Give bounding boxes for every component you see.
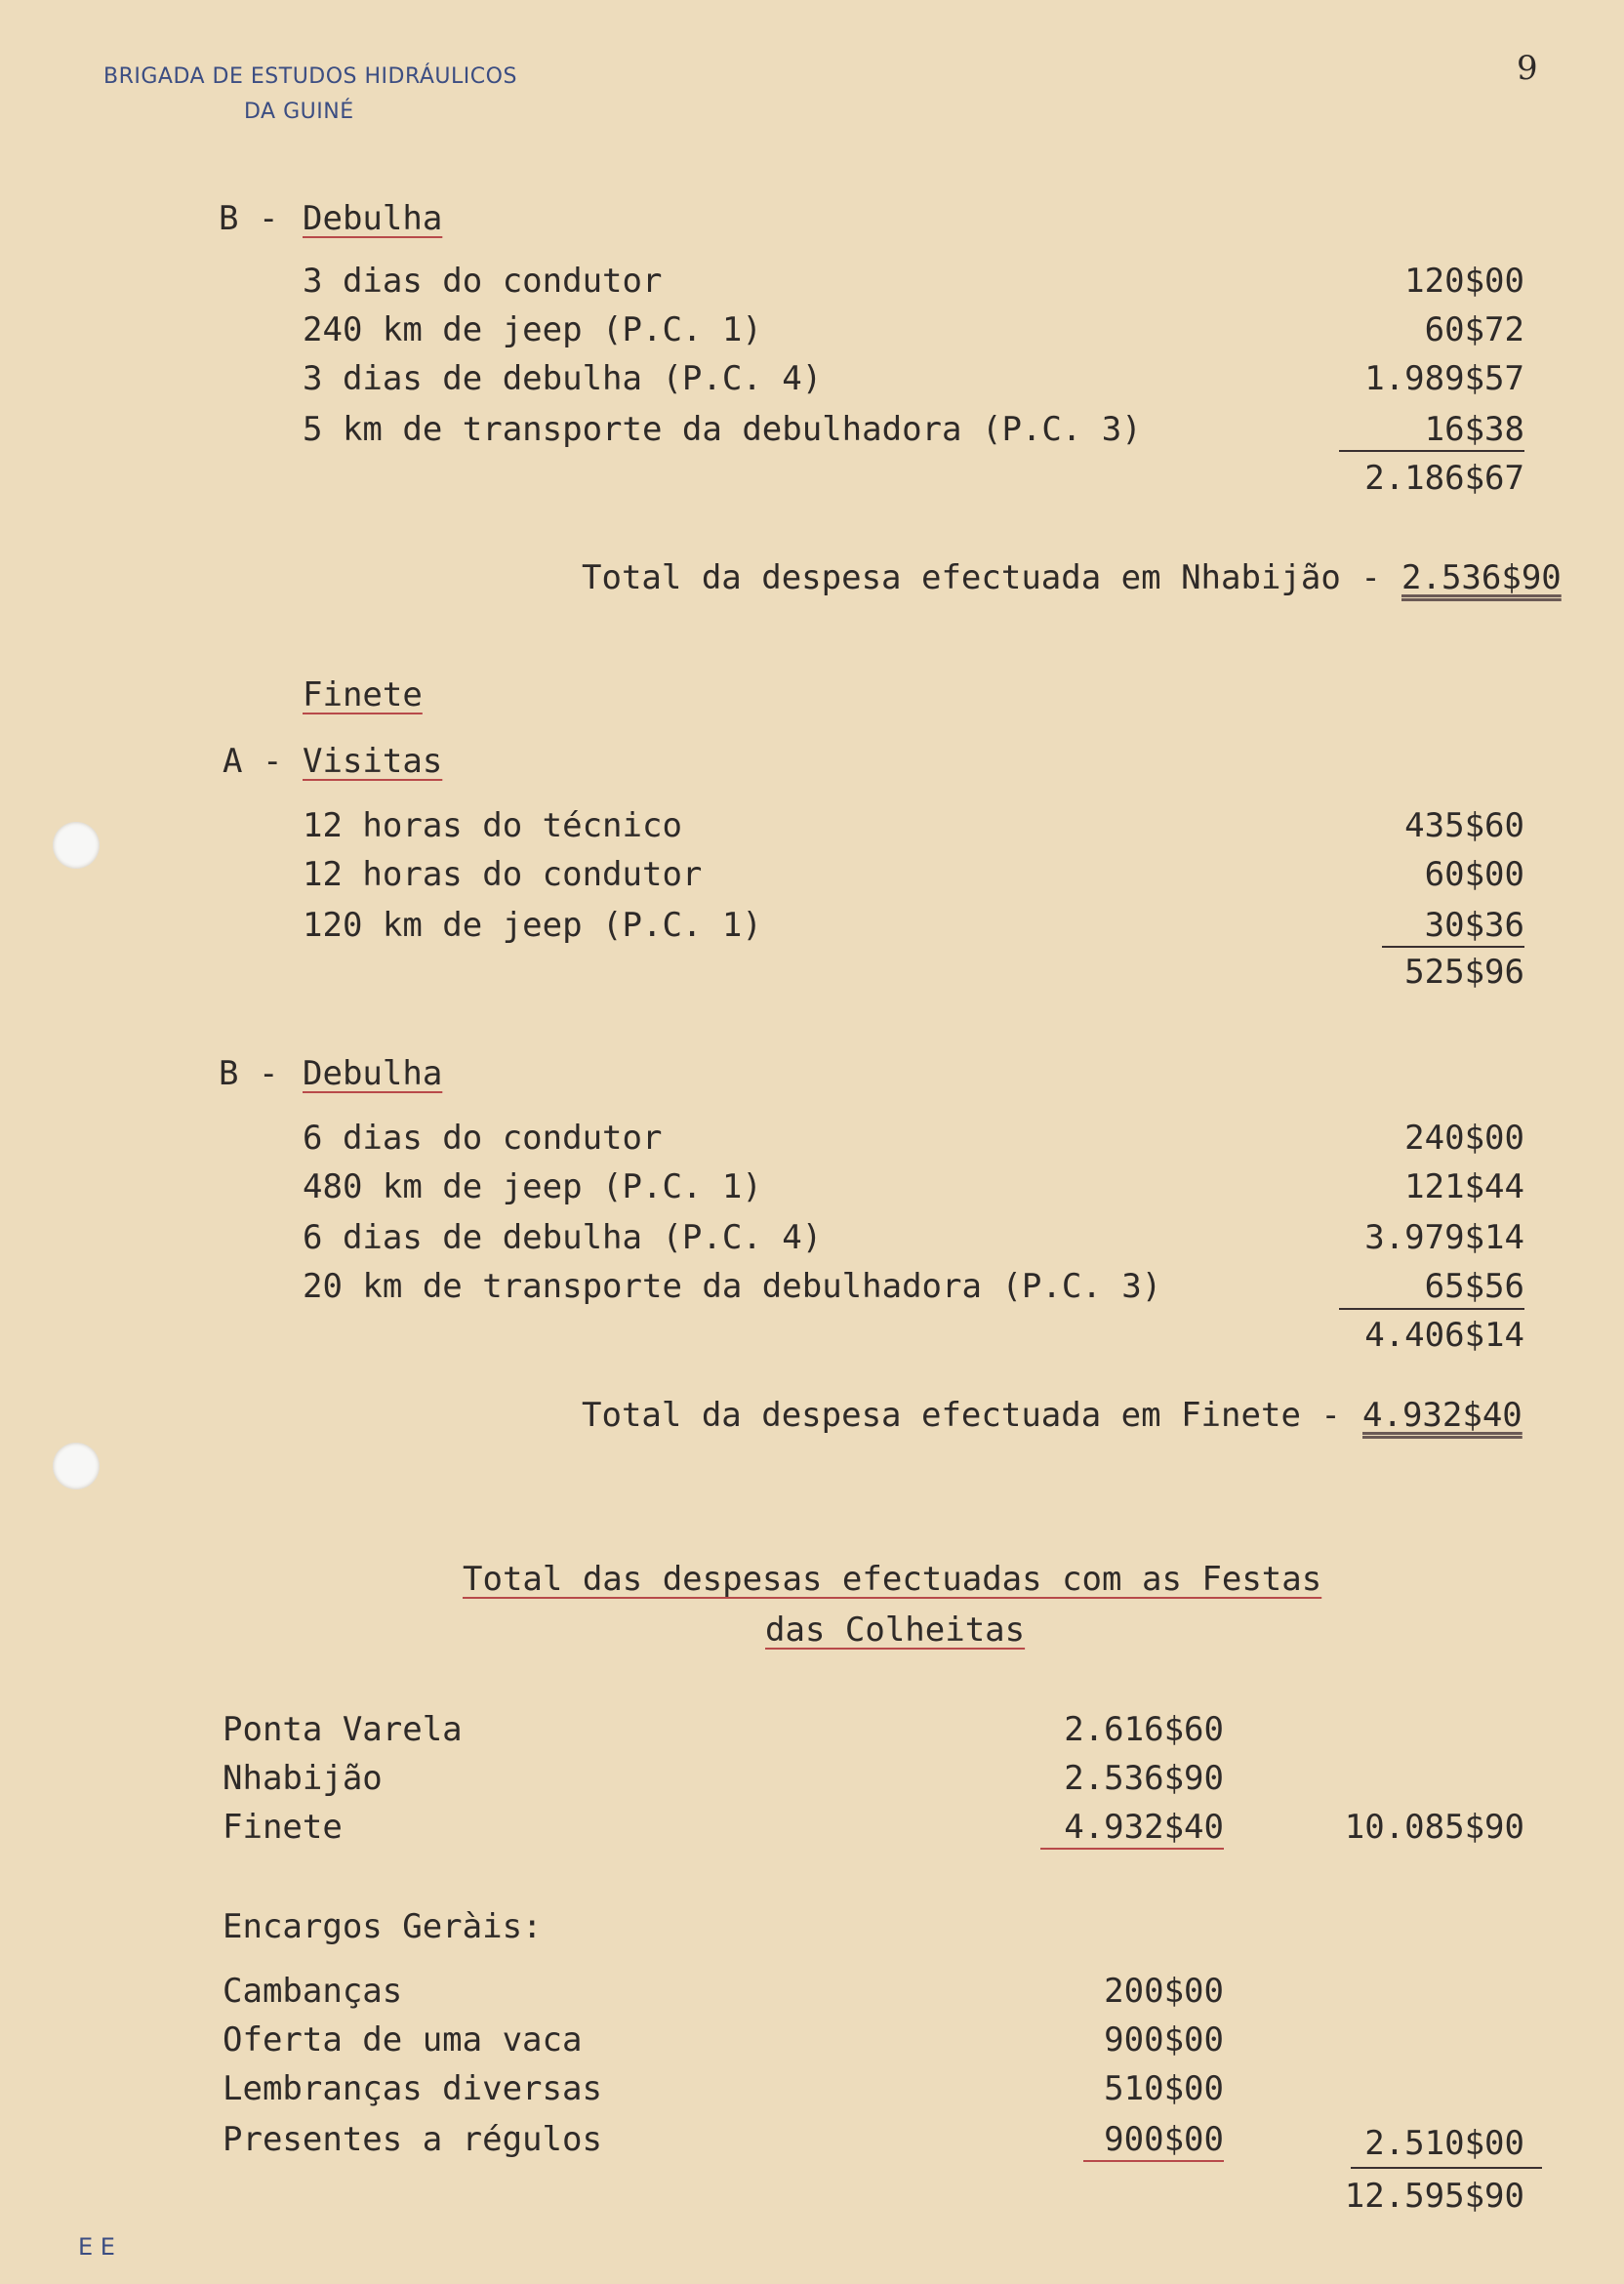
- sum-rule: [1351, 2167, 1542, 2169]
- item-label: 6 dias do condutor: [303, 1119, 663, 1158]
- sum-rule: [1339, 450, 1524, 452]
- summary-place-label: Ponta Varela: [223, 1710, 463, 1749]
- header-line2: DA GUINÉ: [244, 100, 354, 124]
- item-label: 20 km de transporte da debulhadora (P.C. 3): [303, 1267, 1162, 1306]
- item-label: 120 km de jeep (P.C. 1): [303, 906, 762, 945]
- encargo-label: Cambanças: [223, 1972, 403, 2011]
- sum-rule: [1339, 1308, 1524, 1310]
- header-line1: BRIGADA DE ESTUDOS HIDRÁULICOS: [103, 64, 517, 89]
- place-title: Finete: [303, 675, 423, 714]
- sum-rule: [1040, 1848, 1224, 1850]
- item-label: 12 horas do condutor: [303, 855, 703, 894]
- footer-mark: E E: [78, 2233, 115, 2261]
- encargo-value: 200$00: [1104, 1972, 1224, 2011]
- encargo-label: Oferta de uma vaca: [223, 2020, 583, 2060]
- item-value: 60$00: [1424, 855, 1524, 894]
- item-value: 240$00: [1404, 1119, 1524, 1158]
- summary-place-label: Nhabijão: [223, 1759, 383, 1798]
- summary-place-value: 4.932$40: [1064, 1808, 1224, 1847]
- item-value: 3.979$14: [1364, 1218, 1524, 1257]
- sum-rule: [1382, 946, 1524, 948]
- section-letter: B -: [219, 1054, 279, 1093]
- summary-place-value: 2.536$90: [1064, 1759, 1224, 1798]
- encargos-heading: Encargos Geràis:: [223, 1907, 543, 1946]
- section-heading: Visitas: [303, 742, 443, 781]
- encargo-label: Lembranças diversas: [223, 2069, 602, 2108]
- subtotal-value: 2.186$67: [1364, 459, 1524, 498]
- punch-hole-bottom: [53, 1443, 100, 1489]
- summary-places-total: 10.085$90: [1344, 1808, 1524, 1847]
- encargo-value: 900$00: [1104, 2120, 1224, 2159]
- item-label: 12 horas do técnico: [303, 806, 682, 845]
- total-value: 4.932$40: [1362, 1396, 1522, 1435]
- item-label: 3 dias de debulha (P.C. 4): [303, 359, 823, 398]
- summary-title-line2: das Colheitas: [765, 1611, 1026, 1650]
- item-value: 30$36: [1424, 906, 1524, 945]
- punch-hole-top: [53, 822, 100, 869]
- item-value: 435$60: [1404, 806, 1524, 845]
- item-label: 240 km de jeep (P.C. 1): [303, 310, 762, 349]
- section-letter: A -: [223, 742, 283, 781]
- item-value: 121$44: [1404, 1167, 1524, 1206]
- item-value: 16$38: [1424, 410, 1524, 449]
- item-label: 6 dias de debulha (P.C. 4): [303, 1218, 823, 1257]
- total-label: Total da despesa efectuada em Nhabijão -: [582, 558, 1381, 597]
- item-value: 120$00: [1404, 262, 1524, 301]
- encargo-value: 510$00: [1104, 2069, 1224, 2108]
- total-label: Total da despesa efectuada em Finete -: [582, 1396, 1341, 1435]
- summary-title-line1: Total das despesas efectuadas com as Festas: [463, 1560, 1322, 1599]
- item-label: 480 km de jeep (P.C. 1): [303, 1167, 762, 1206]
- item-label: 3 dias do condutor: [303, 262, 663, 301]
- encargo-label: Presentes a régulos: [223, 2120, 602, 2159]
- subtotal-value: 525$96: [1404, 953, 1524, 992]
- total-value: 2.536$90: [1401, 558, 1562, 597]
- subtotal-value: 4.406$14: [1364, 1316, 1524, 1355]
- section-heading: Debulha: [303, 1054, 443, 1093]
- section-heading: Debulha: [303, 199, 443, 238]
- item-label: 5 km de transporte da debulhadora (P.C. 3): [303, 410, 1142, 449]
- encargos-total: 2.510$00: [1364, 2124, 1524, 2163]
- item-value: 65$56: [1424, 1267, 1524, 1306]
- page-number: 9: [1517, 49, 1538, 88]
- encargo-value: 900$00: [1104, 2020, 1224, 2060]
- item-value: 1.989$57: [1364, 359, 1524, 398]
- grand-total: 12.595$90: [1344, 2177, 1524, 2216]
- section-letter: B -: [219, 199, 279, 238]
- summary-place-value: 2.616$60: [1064, 1710, 1224, 1749]
- summary-place-label: Finete: [223, 1808, 343, 1847]
- item-value: 60$72: [1424, 310, 1524, 349]
- sum-rule: [1083, 2160, 1224, 2162]
